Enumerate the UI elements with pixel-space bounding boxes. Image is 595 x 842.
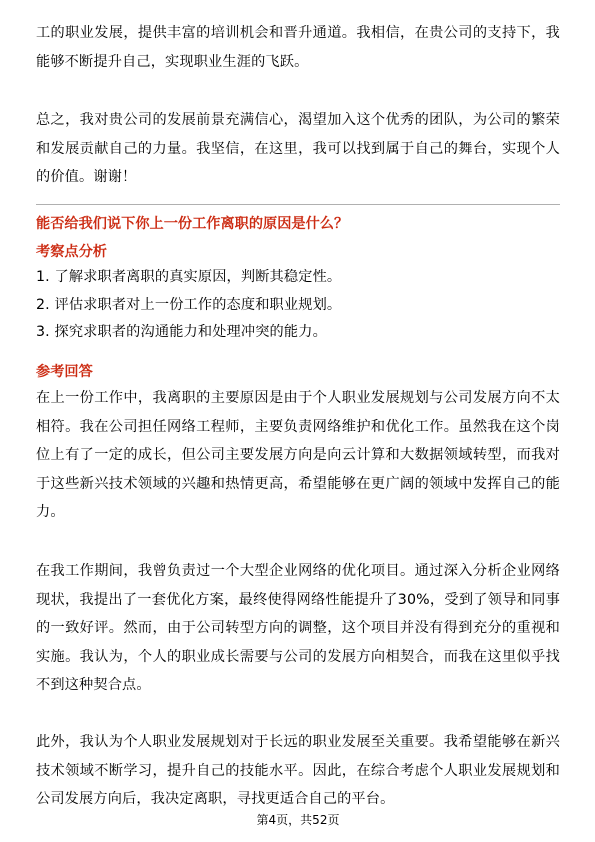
paragraph: 总之，我对贵公司的发展前景充满信心，渴望加入这个优秀的团队，为公司的繁荣和发展贡献自己的力量。我坚信，在这里，我可以找到属于自己的舞台，实现个人的价值。谢谢！: [36, 112, 560, 185]
answer-section: [36, 360, 560, 807]
section-divider: [36, 204, 560, 205]
analysis-item: 1. 了解求职者离职的真实原因，判断其稳定性。: [36, 269, 342, 285]
analysis-item: 2. 评估求职者对上一份工作的态度和职业规划。: [36, 296, 342, 313]
answer-heading: 参考回答: [36, 364, 93, 380]
answer-paragraph: 在上一份工作中，我离职的主要原因是由于个人职业发展规划与公司发展方向不太相符。我在公司担任网络工程师，主要负责网络维护和优化工作。虽然我在这个岗位上有了一定的成长，但公司主要发展方向是向云计算和大数据领域转型，而我对于这些新兴技术领域的兴趣和热情更高，希望能够在更广阔的领域中发挥自己的能力。: [36, 390, 560, 520]
analysis-heading: 考察点分析: [36, 244, 107, 260]
paragraph: 工的职业发展，提供丰富的培训机会和晋升通道。我相信，在贵公司的支持下，我能够不断提升自己，实现职业生涯的飞跃。: [36, 25, 560, 70]
analysis-item: 3. 探究求职者的沟通能力和处理冲突的能力。: [36, 324, 327, 340]
answer-paragraph: 此外，我认为个人职业发展规划对于长远的职业发展至关重要。我希望能够在新兴技术领域不断学习，提升自己的技能水平。因此，在综合考虑个人职业发展规划和公司发展方向后，我决定离职，寻找更适合自己的平台。: [36, 734, 560, 807]
closing-paragraph: [36, 106, 560, 192]
document-page: [36, 0, 560, 842]
intro-paragraph-tail: [36, 19, 560, 76]
page-footer: 第4页，共52页: [256, 813, 340, 827]
interview-question: 能否给我们说下你上一份工作离职的原因是什么？: [36, 216, 349, 232]
answer-paragraph: 在我工作期间，我曾负责过一个大型企业网络的优化项目。通过深入分析企业网络现状，我提出了一套优化方案，最终使得网络性能提升了30%，受到了领导和同事的一致好评。然而，由于公司转型方向的调整，这个项目并没有得到充分的重视和实施。我认为，个人的职业成长需要与公司的发展方向相契合，而我在这里似乎找不到这种契合点。: [36, 563, 560, 693]
analysis-section: [36, 240, 560, 347]
